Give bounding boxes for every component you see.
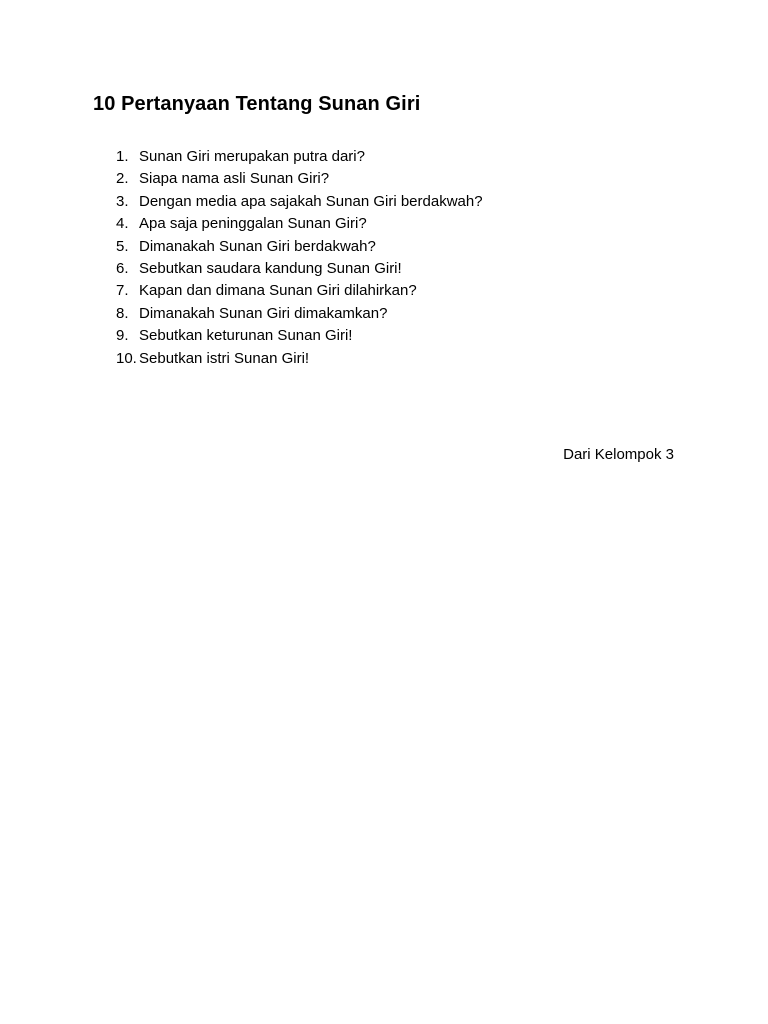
question-number: 2. [116, 170, 129, 188]
question-number: 9. [116, 327, 129, 345]
question-text: Sunan Giri merupakan putra dari? [139, 148, 365, 165]
question-number: 6. [116, 259, 129, 277]
question-text: Dimanakah Sunan Giri berdakwah? [139, 237, 376, 255]
list-item [116, 146, 483, 168]
question-number: 10. [116, 349, 137, 367]
question-text: Sebutkan istri Sunan Giri! [139, 349, 310, 367]
question-text: Siapa nama asli Sunan Giri? [139, 170, 330, 188]
question-number: 7. [116, 282, 129, 300]
document-title: 10 Pertanyaan Tentang Sunan Giri [93, 93, 421, 115]
question-number: 8. [116, 304, 129, 322]
list-item [116, 191, 483, 213]
question-text: Sebutkan keturunan Sunan Giri! [139, 327, 353, 345]
signature-line: Dari Kelompok 3 [563, 446, 674, 463]
question-text: Dengan media apa sajakah Sunan Giri berdakwah? [139, 192, 483, 210]
question-text: Apa saja peninggalan Sunan Giri? [139, 215, 367, 233]
question-text: Kapan dan dimana Sunan Giri dilahirkan? [139, 282, 417, 300]
list-item [116, 168, 483, 190]
question-text: Sebutkan saudara kandung Sunan Giri! [139, 259, 402, 277]
question-number: 1. [116, 148, 129, 165]
list-item [116, 325, 483, 347]
question-number: 4. [116, 215, 129, 233]
list-item [116, 280, 483, 302]
question-text: Dimanakah Sunan Giri dimakamkan? [139, 304, 388, 322]
question-number: 3. [116, 192, 129, 210]
question-list [116, 146, 483, 370]
list-item [116, 258, 483, 280]
list-item [116, 213, 483, 235]
list-item [116, 348, 483, 370]
list-item [116, 236, 483, 258]
list-item [116, 303, 483, 325]
question-number: 5. [116, 237, 129, 255]
